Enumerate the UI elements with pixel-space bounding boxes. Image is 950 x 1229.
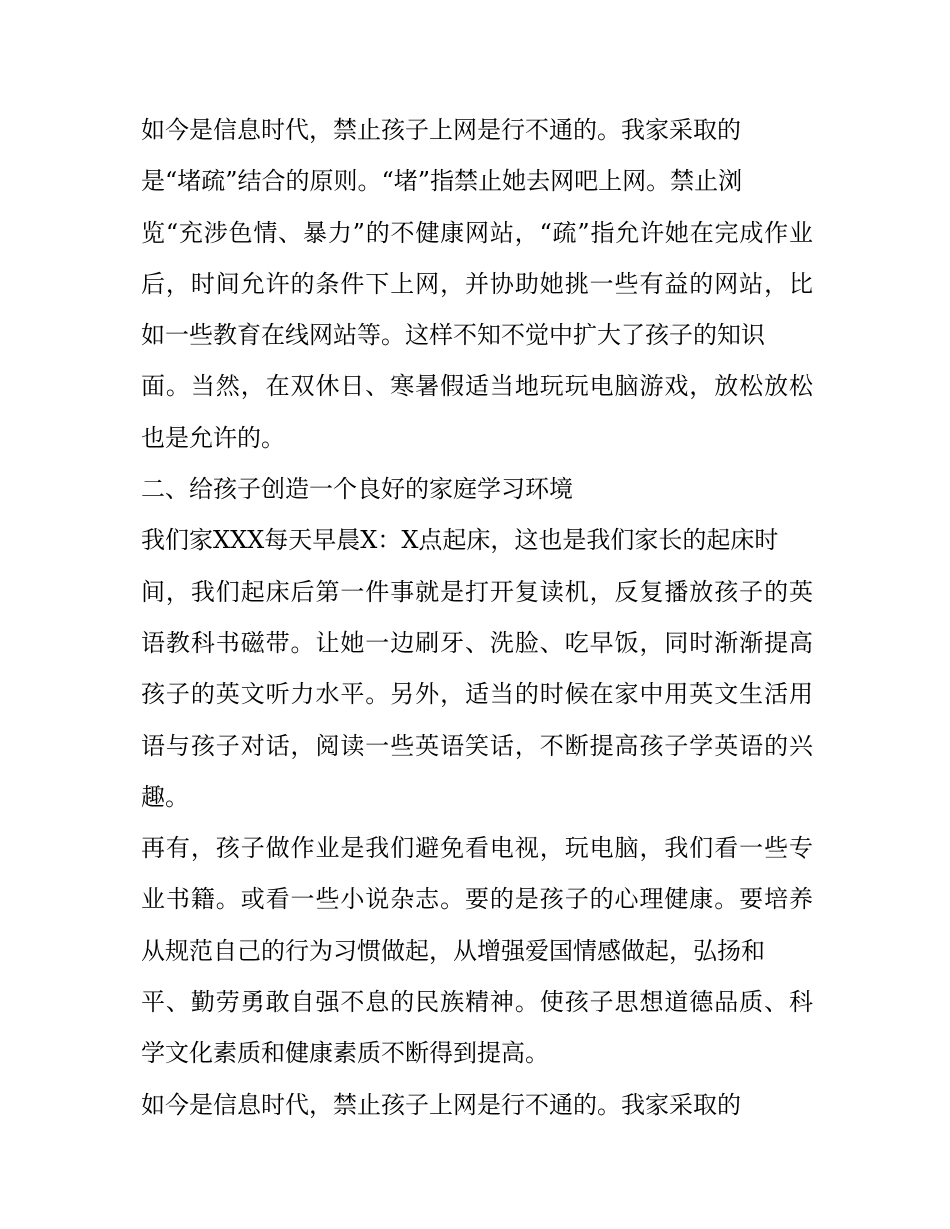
text-line: 语与孩子对话，阅读一些英语笑话，不断提高孩子学英语的兴 (141, 731, 813, 760)
text-line: 如今是信息时代，禁止孩子上网是行不通的。我家采取的 (141, 1090, 741, 1119)
document-body (141, 108, 813, 1134)
text-line: 间，我们起床后第一件事就是打开复读机，反复播放孩子的英 (141, 577, 813, 606)
text-line: 如今是信息时代，禁止孩子上网是行不通的。我家采取的 (141, 116, 741, 144)
text-line: 学文化素质和健康素质不断得到提高。 (141, 1039, 549, 1068)
text-line: 后，时间允许的条件下上网，并协助她挑一些有益的网站，比 (141, 269, 813, 298)
text-line: 览“充涉色情、暴力”的不健康网站，“疏”指允许她在完成作业 (141, 218, 813, 247)
text-line: 也是允许的。 (141, 423, 285, 452)
text-line: 面。当然，在双休日、寒暑假适当地玩玩电脑游戏，放松放松 (141, 372, 813, 401)
text-line: 趣。 (141, 782, 189, 811)
text-line: 业书籍。或看一些小说杂志。要的是孩子的心理健康。要培养 (141, 885, 813, 914)
text-line: 是“堵疏”结合的原则。“堵”指禁止她去网吧上网。禁止浏 (141, 167, 743, 196)
text-line: 语教科书磁带。让她一边刷牙、洗脸、吃早饭，同时渐渐提高 (141, 628, 813, 657)
text-line: 再有，孩子做作业是我们避免看电视，玩电脑，我们看一些专 (141, 834, 813, 863)
text-line: 我们家XXX每天早晨X：X点起床，这也是我们家长的起床时 (141, 526, 779, 555)
text-line: 孩子的英文听力水平。另外，适当的时候在家中用英文生活用 (141, 680, 813, 709)
text-line: 平、勤劳勇敢自强不息的民族精神。使孩子思想道德品质、科 (141, 988, 813, 1017)
text-line: 从规范自己的行为习惯做起，从增强爱国情感做起，弘扬和 (141, 936, 765, 965)
text-line: 如一些教育在线网站等。这样不知不觉中扩大了孩子的知识 (141, 321, 765, 350)
section-heading: 二、给孩子创造一个良好的家庭学习环境 (141, 475, 573, 504)
